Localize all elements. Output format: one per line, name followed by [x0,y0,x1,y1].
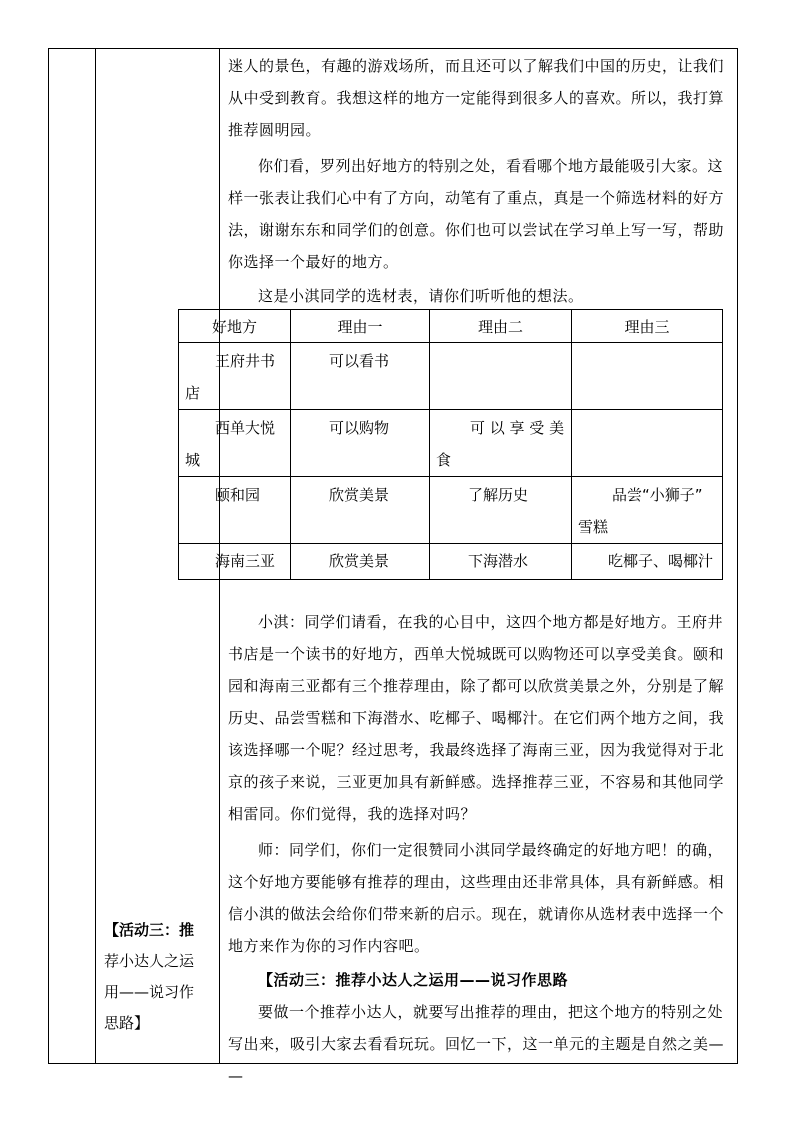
text-line: 【活动三：推荐小达人之运用——说习作思路 [258,971,569,989]
table-header-row [179,310,723,343]
table-row [179,343,723,410]
cell-text: 海南三亚 [215,552,276,570]
table-cell [572,343,723,410]
selection-table [178,309,723,580]
text-line: 荐小达人之运 [104,952,195,970]
text-line: 师：同学们，你们一定很赞同小淇同学最终确定的好地方吧！的确， [258,841,724,859]
cell-text: 可以购物 [329,419,390,437]
paragraph-5 [228,834,732,962]
cell-text: 雪糕 [578,518,609,536]
table-cell [179,410,291,477]
text-line: 法，谢谢东东和同学们的创意。你们也可以尝试在学习单上写一写，帮助 [228,221,725,239]
table-cell [291,544,430,580]
table-header: 理由一 [291,310,430,343]
table-cell [572,544,723,580]
text-line: 园和海南三亚都有三个推荐理由，除了都可以欣赏美景之外，分别是了解 [228,677,725,695]
text-line: 小淇：同学们请看，在我的心目中，这四个地方都是好地方。王府井 [258,613,724,631]
text-line: 地方来作为你的习作内容吧。 [228,937,430,955]
text-line: 从中受到教育。我想这样的地方一定能得到很多人的喜欢。所以，我打算 [228,89,725,107]
cell-text: 吃椰子、喝椰汁 [608,552,714,570]
activity-side-label [104,915,214,1039]
text-line: — [228,1067,244,1085]
table-row [179,544,723,580]
cell-text: 品尝“小狮子” [612,486,703,504]
text-line: 这是小淇同学的选材表，请你们听听他的想法。 [258,287,584,305]
table-header: 好地方 [179,310,291,343]
table-cell [179,343,291,410]
table-row [179,477,723,544]
text-line: 【活动三：推 [104,921,195,939]
table-cell [430,410,572,477]
table-row [179,410,723,477]
table-header: 理由二 [430,310,572,343]
paragraph-3 [228,280,732,312]
activity-heading [228,964,732,996]
cell-text: 食 [436,451,452,469]
table-cell [430,343,572,410]
cell-text: 城 [185,451,201,469]
text-line: 用——说习作 [104,983,195,1001]
text-line: 信小淇的做法会给你们带来新的启示。现在，就请你从选材表中选择一个 [228,905,725,923]
text-line: 书店是一个读书的好地方，西单大悦城既可以购物还可以享受美食。颐和 [228,645,725,663]
paragraph-2 [228,150,732,278]
table-cell [572,477,723,544]
text-line: 你选择一个最好的地方。 [228,253,399,271]
text-line: 写出来，吸引大家去看看玩玩。回忆一下，这一单元的主题是自然之美— [228,1035,725,1053]
table-cell [179,477,291,544]
text-line: 历史、品尝雪糕和下海潜水、吃椰子、喝椰汁。在它们两个地方之间，我 [228,709,725,727]
text-line: 要做一个推荐小达人，就要写出推荐的理由，把这个地方的特别之处 [258,1003,724,1021]
table-cell [291,477,430,544]
text-line: 该选择哪一个呢？经过思考，我最终选择了海南三亚，因为我觉得对于北 [228,741,725,759]
table-cell [572,410,723,477]
cell-text: 王府井书 [215,352,276,370]
table-cell [291,343,430,410]
cell-text: 店 [185,384,201,402]
text-line: 你们看，罗列出好地方的特别之处，看看哪个地方最能吸引大家。这 [258,157,724,175]
cell-text: 下海潜水 [468,552,529,570]
table-cell [430,544,572,580]
column-divider-1 [95,49,96,1063]
paragraph-4 [228,606,732,830]
text-line: 京的孩子来说，三亚更加具有新鲜感。选择推荐三亚，不容易和其他同学 [228,773,725,791]
cell-text: 了解历史 [468,486,529,504]
table-cell [291,410,430,477]
text-line: 思路】 [104,1014,150,1032]
text-line: 迷人的景色，有趣的游戏场所，而且还可以了解我们中国的历史，让我们 [228,57,725,75]
paragraph-1 [228,50,732,146]
table-header: 理由三 [572,310,723,343]
cell-text: 欣赏美景 [329,552,390,570]
text-line: 推荐圆明园。 [228,121,322,139]
cell-text: 可以看书 [329,352,390,370]
cell-text: 西单大悦 [215,419,276,437]
text-line: 这个好地方要能够有推荐的理由，这些理由还非常具体，具有新鲜感。相 [228,873,725,891]
table-cell [430,477,572,544]
text-line: 样一张表让我们心中有了方向，动笔有了重点，真是一个筛选材料的好方 [228,189,725,207]
cell-text: 可 以 享 受 美 [470,419,565,437]
cell-text: 欣赏美景 [329,486,390,504]
cell-text: 颐和园 [215,486,261,504]
paragraph-6 [228,996,732,1088]
text-line: 相雷同。你们觉得，我的选择对吗？ [228,805,477,823]
table-cell [179,544,291,580]
